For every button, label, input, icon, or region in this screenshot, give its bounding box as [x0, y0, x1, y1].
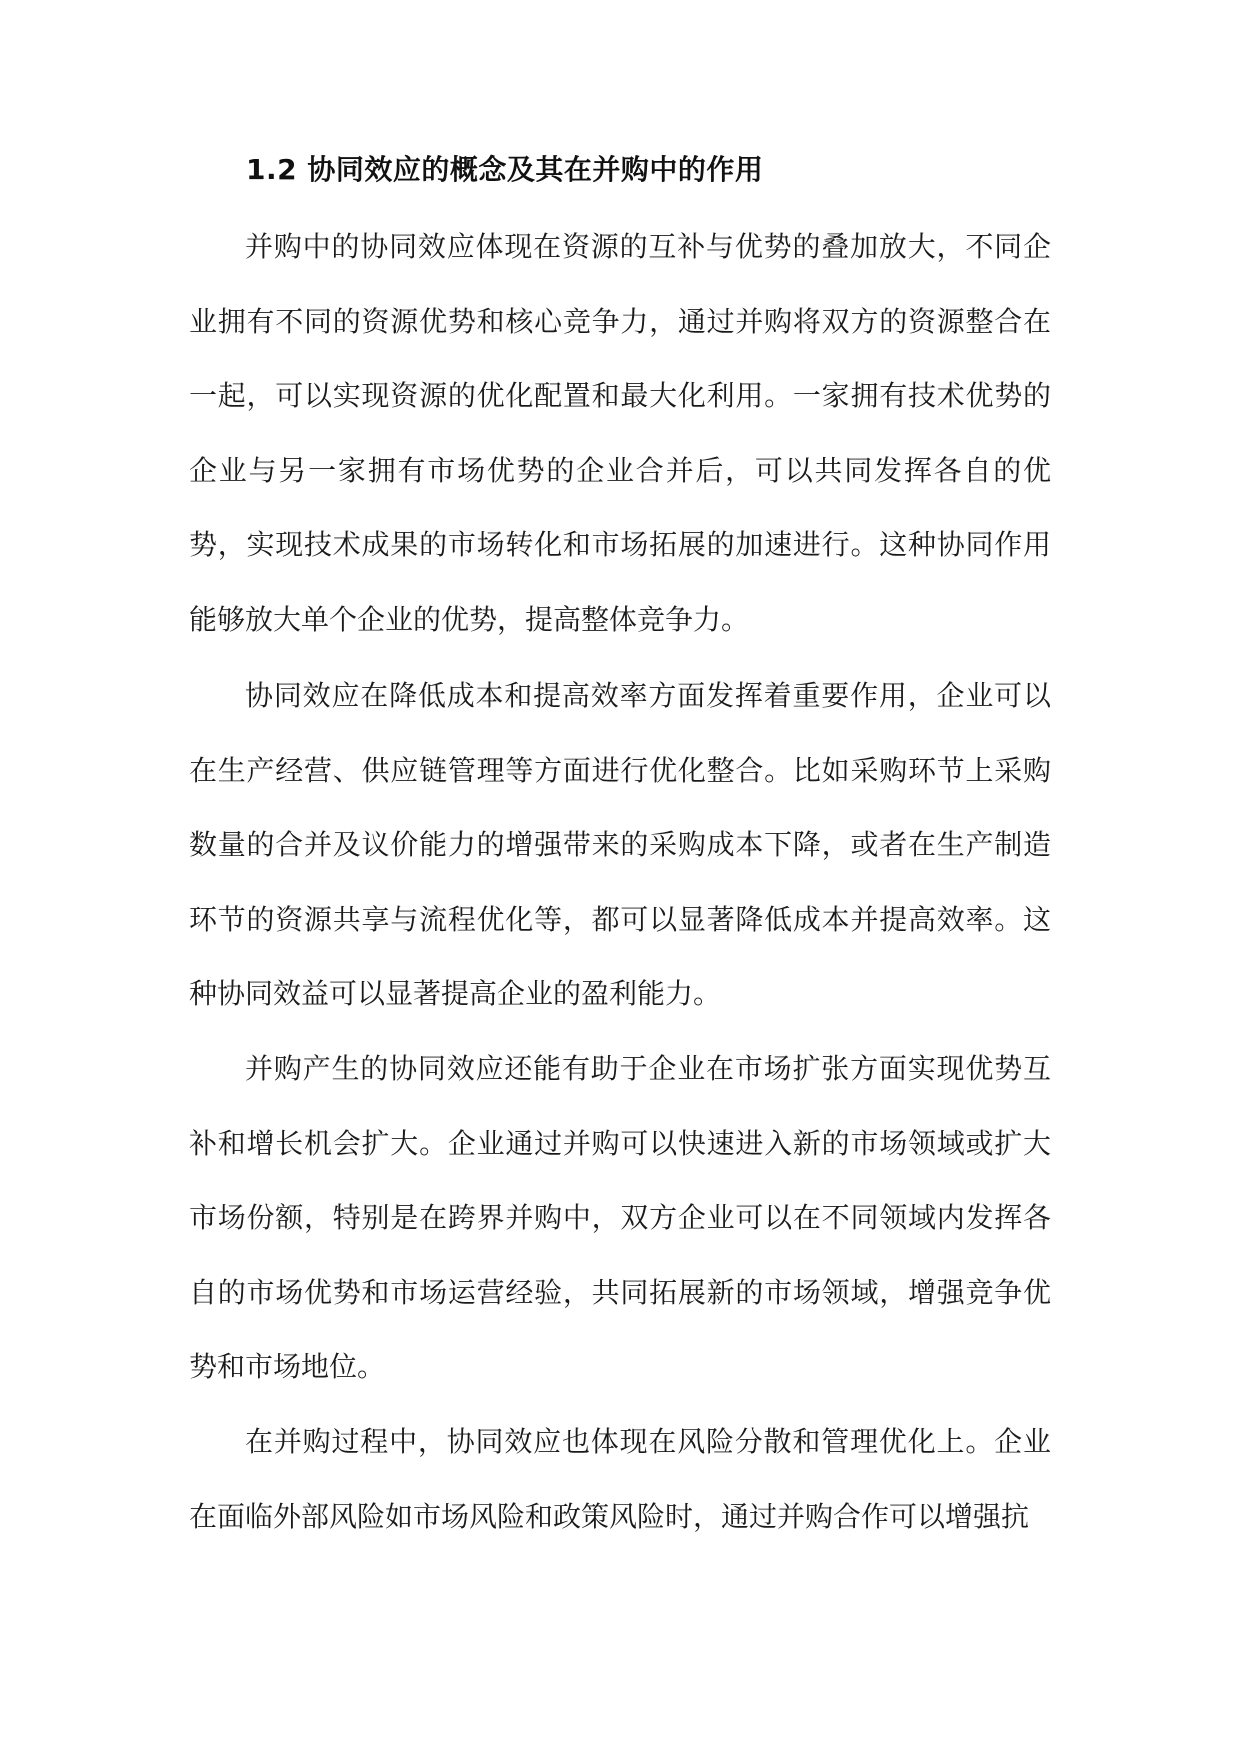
section-heading: 1.2 协同效应的概念及其在并购中的作用: [246, 153, 764, 186]
paragraph-cost-efficiency: 协同效应在降低成本和提高效率方面发挥着重要作用，企业可以在生产经营、供应链管理等方面进行优化整合。比如采购环节上采购数量的合并及议价能力的增强带来的采购成本下降，或者在生产制造环节的资源共享与流程优化等，都可以显著降低成本并提高效率。这种协同效益可以显著提高企业的盈利能力。: [189, 679, 1051, 1010]
paragraph-resource-complementarity: 并购中的协同效应体现在资源的互补与优势的叠加放大，不同企业拥有不同的资源优势和核心竞争力，通过并购将双方的资源整合在一起，可以实现资源的优化配置和最大化利用。一家拥有技术优势的企业与另一家拥有市场优势的企业合并后，可以共同发挥各自的优势，实现技术成果的市场转化和市场拓展的加速进行。这种协同作用能够放大单个企业的优势，提高整体竞争力。: [189, 230, 1051, 636]
paragraph-risk-management: 在并购过程中，协同效应也体现在风险分散和管理优化上。企业在面临外部风险如市场风险和政策风险时，通过并购合作可以增强抗: [189, 1425, 1051, 1533]
paragraph-market-expansion: 并购产生的协同效应还能有助于企业在市场扩张方面实现优势互补和增长机会扩大。企业通过并购可以快速进入新的市场领域或扩大市场份额，特别是在跨界并购中，双方企业可以在不同领域内发挥各自的市场优势和市场运营经验，共同拓展新的市场领域，增强竞争优势和市场地位。: [189, 1052, 1051, 1383]
